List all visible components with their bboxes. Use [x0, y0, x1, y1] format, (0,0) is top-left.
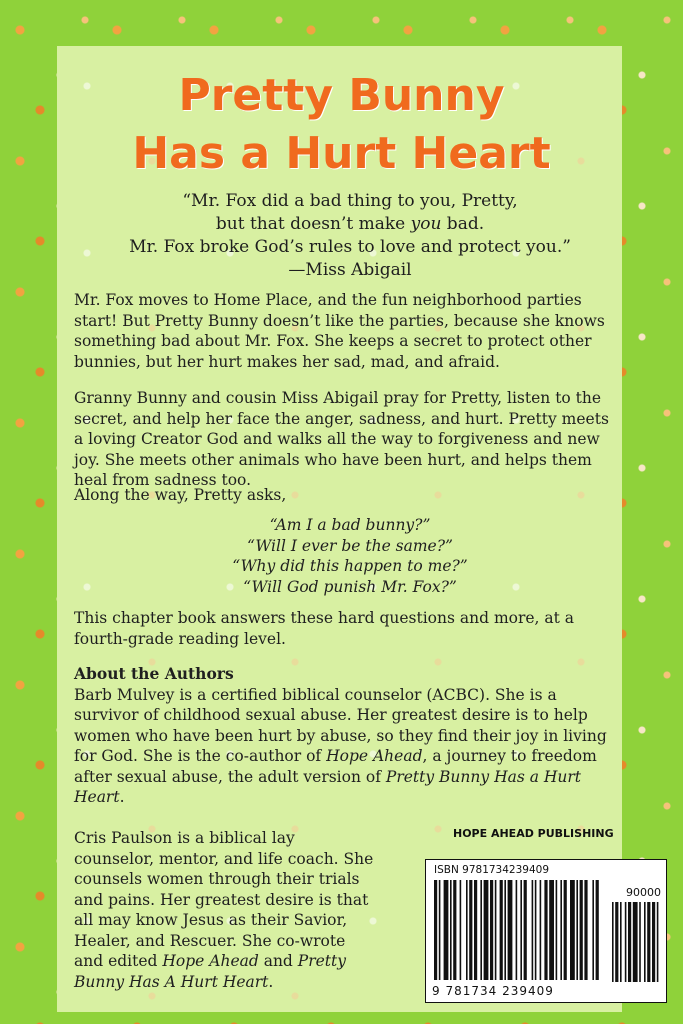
blurb-paragraph-2: Granny Bunny and cousin Miss Abigail pray for Pretty, listen to the secret, and help her face the anger, sadness, and hurt. Pretty meets a loving Creator God and walks all the way to forgiveness and new joy. She meets other animals who have been hurt, and helps them heal from sadness too.	[74, 389, 609, 489]
barcode-bar	[535, 880, 537, 980]
barcode-bar	[570, 880, 575, 980]
barcode-bar	[495, 880, 497, 980]
question-item: “Why did this happen to me?”	[232, 557, 468, 575]
quote-line-2: but that doesn’t make you bad.	[215, 214, 485, 234]
barcode-bar	[444, 880, 449, 980]
barcode-addon-bar	[639, 902, 641, 982]
barcode-bar	[524, 880, 527, 980]
barcode-bar	[469, 880, 472, 980]
barcode-addon-bar	[644, 902, 646, 982]
barcode-bar	[484, 880, 489, 980]
isbn-label: ISBN 9781734239409	[434, 864, 550, 876]
ean-digits: 9 781734 239409	[432, 984, 554, 998]
about-authors-section	[74, 664, 614, 808]
question-item: “Am I a bad bunny?”	[269, 516, 431, 534]
barcode-bar	[596, 880, 599, 980]
blurb-paragraph-1: Mr. Fox moves to Home Place, and the fun neighborhood parties start! But Pretty Bunny doesn’t like the parties, because she knows something bad about Mr. Fox. She keeps a secret to protect other bunnies, but her hurt makes her sad, mad, and afraid.	[74, 291, 605, 371]
quote-attribution: —Miss Abigail	[288, 260, 412, 280]
barcode-bar	[520, 880, 522, 980]
barcode-addon-bar	[647, 902, 650, 982]
barcode-bar	[480, 880, 482, 980]
barcode-bars	[432, 880, 660, 984]
barcode-bar	[592, 880, 594, 980]
barcode-bar	[453, 880, 456, 980]
barcode-bar	[474, 880, 477, 980]
barcode-bar	[576, 880, 578, 980]
barcode-bar	[508, 880, 513, 980]
barcode-bar	[490, 880, 493, 980]
barcode-addon-bar	[652, 902, 655, 982]
quote-line-3: Mr. Fox broke God’s rules to love and protect you.”	[129, 237, 571, 257]
barcode-addon-bar	[628, 902, 631, 982]
author-bio-1: Barb Mulvey is a certified biblical counselor (ACBC). She is a survivor of childhood sexual abuse. Her greatest desire is to help women who have been hurt by abuse, so they find their joy in living for God. She is the co-author of Hope Ahead, a journey to freedom after sexual abuse, the adult version of Pretty Bunny Has a Hurt Heart.	[74, 685, 607, 806]
barcode-bar	[580, 880, 583, 980]
question-item: “Will God punish Mr. Fox?”	[243, 577, 457, 596]
epigraph-quote	[100, 190, 600, 282]
barcode-bar	[516, 880, 518, 980]
quote-line-1: “Mr. Fox did a bad thing to you, Pretty,	[182, 191, 518, 211]
barcode-bar	[450, 880, 452, 980]
author-bio-2: Cris Paulson is a biblical lay counselor, mentor, and life coach. She counsels women through their trials and pains. Her greatest desire is that all may know Jesus as their Savior, Healer, and Rescuer. She co-wrote and edited Hope Ahead and Pretty Bunny Has A Hurt Heart.	[74, 829, 374, 991]
barcode-bar	[532, 880, 534, 980]
question-item: “Will I ever be the same?”	[247, 536, 453, 555]
isbn-barcode	[425, 859, 667, 1003]
barcode-bar	[556, 880, 558, 980]
barcode-bar	[549, 880, 554, 980]
barcode-bar	[500, 880, 503, 980]
barcode-bar	[466, 880, 468, 980]
title-line-1: Pretty Bunny	[178, 70, 505, 121]
price-code: 90000	[626, 886, 661, 899]
barcode-addon-bar	[612, 902, 614, 982]
barcode-bar	[504, 880, 506, 980]
barcode-bar	[584, 880, 587, 980]
barcode-addon-bar	[625, 902, 627, 982]
barcode-addon-bar	[615, 902, 618, 982]
barcode-bar	[439, 880, 441, 980]
blurb-paragraph-4: This chapter book answers these hard questions and more, at a fourth-grade reading level.	[74, 609, 575, 648]
about-authors-heading: About the Authors	[74, 664, 234, 683]
barcode-bar	[540, 880, 542, 980]
question-list	[190, 515, 510, 597]
title-line-2: Has a Hurt Heart	[132, 128, 551, 179]
barcode-addon-bar	[620, 902, 622, 982]
barcode-bar	[434, 880, 437, 980]
barcode-bar	[560, 880, 562, 980]
blurb-paragraph-3: Along the way, Pretty asks,	[74, 486, 287, 504]
barcode-addon-bar	[633, 902, 638, 982]
publisher-name: HOPE AHEAD PUBLISHING	[453, 827, 614, 840]
barcode-bar	[460, 880, 462, 980]
barcode-bar	[544, 880, 547, 980]
barcode-bar	[564, 880, 567, 980]
barcode-addon-bar	[657, 902, 659, 982]
